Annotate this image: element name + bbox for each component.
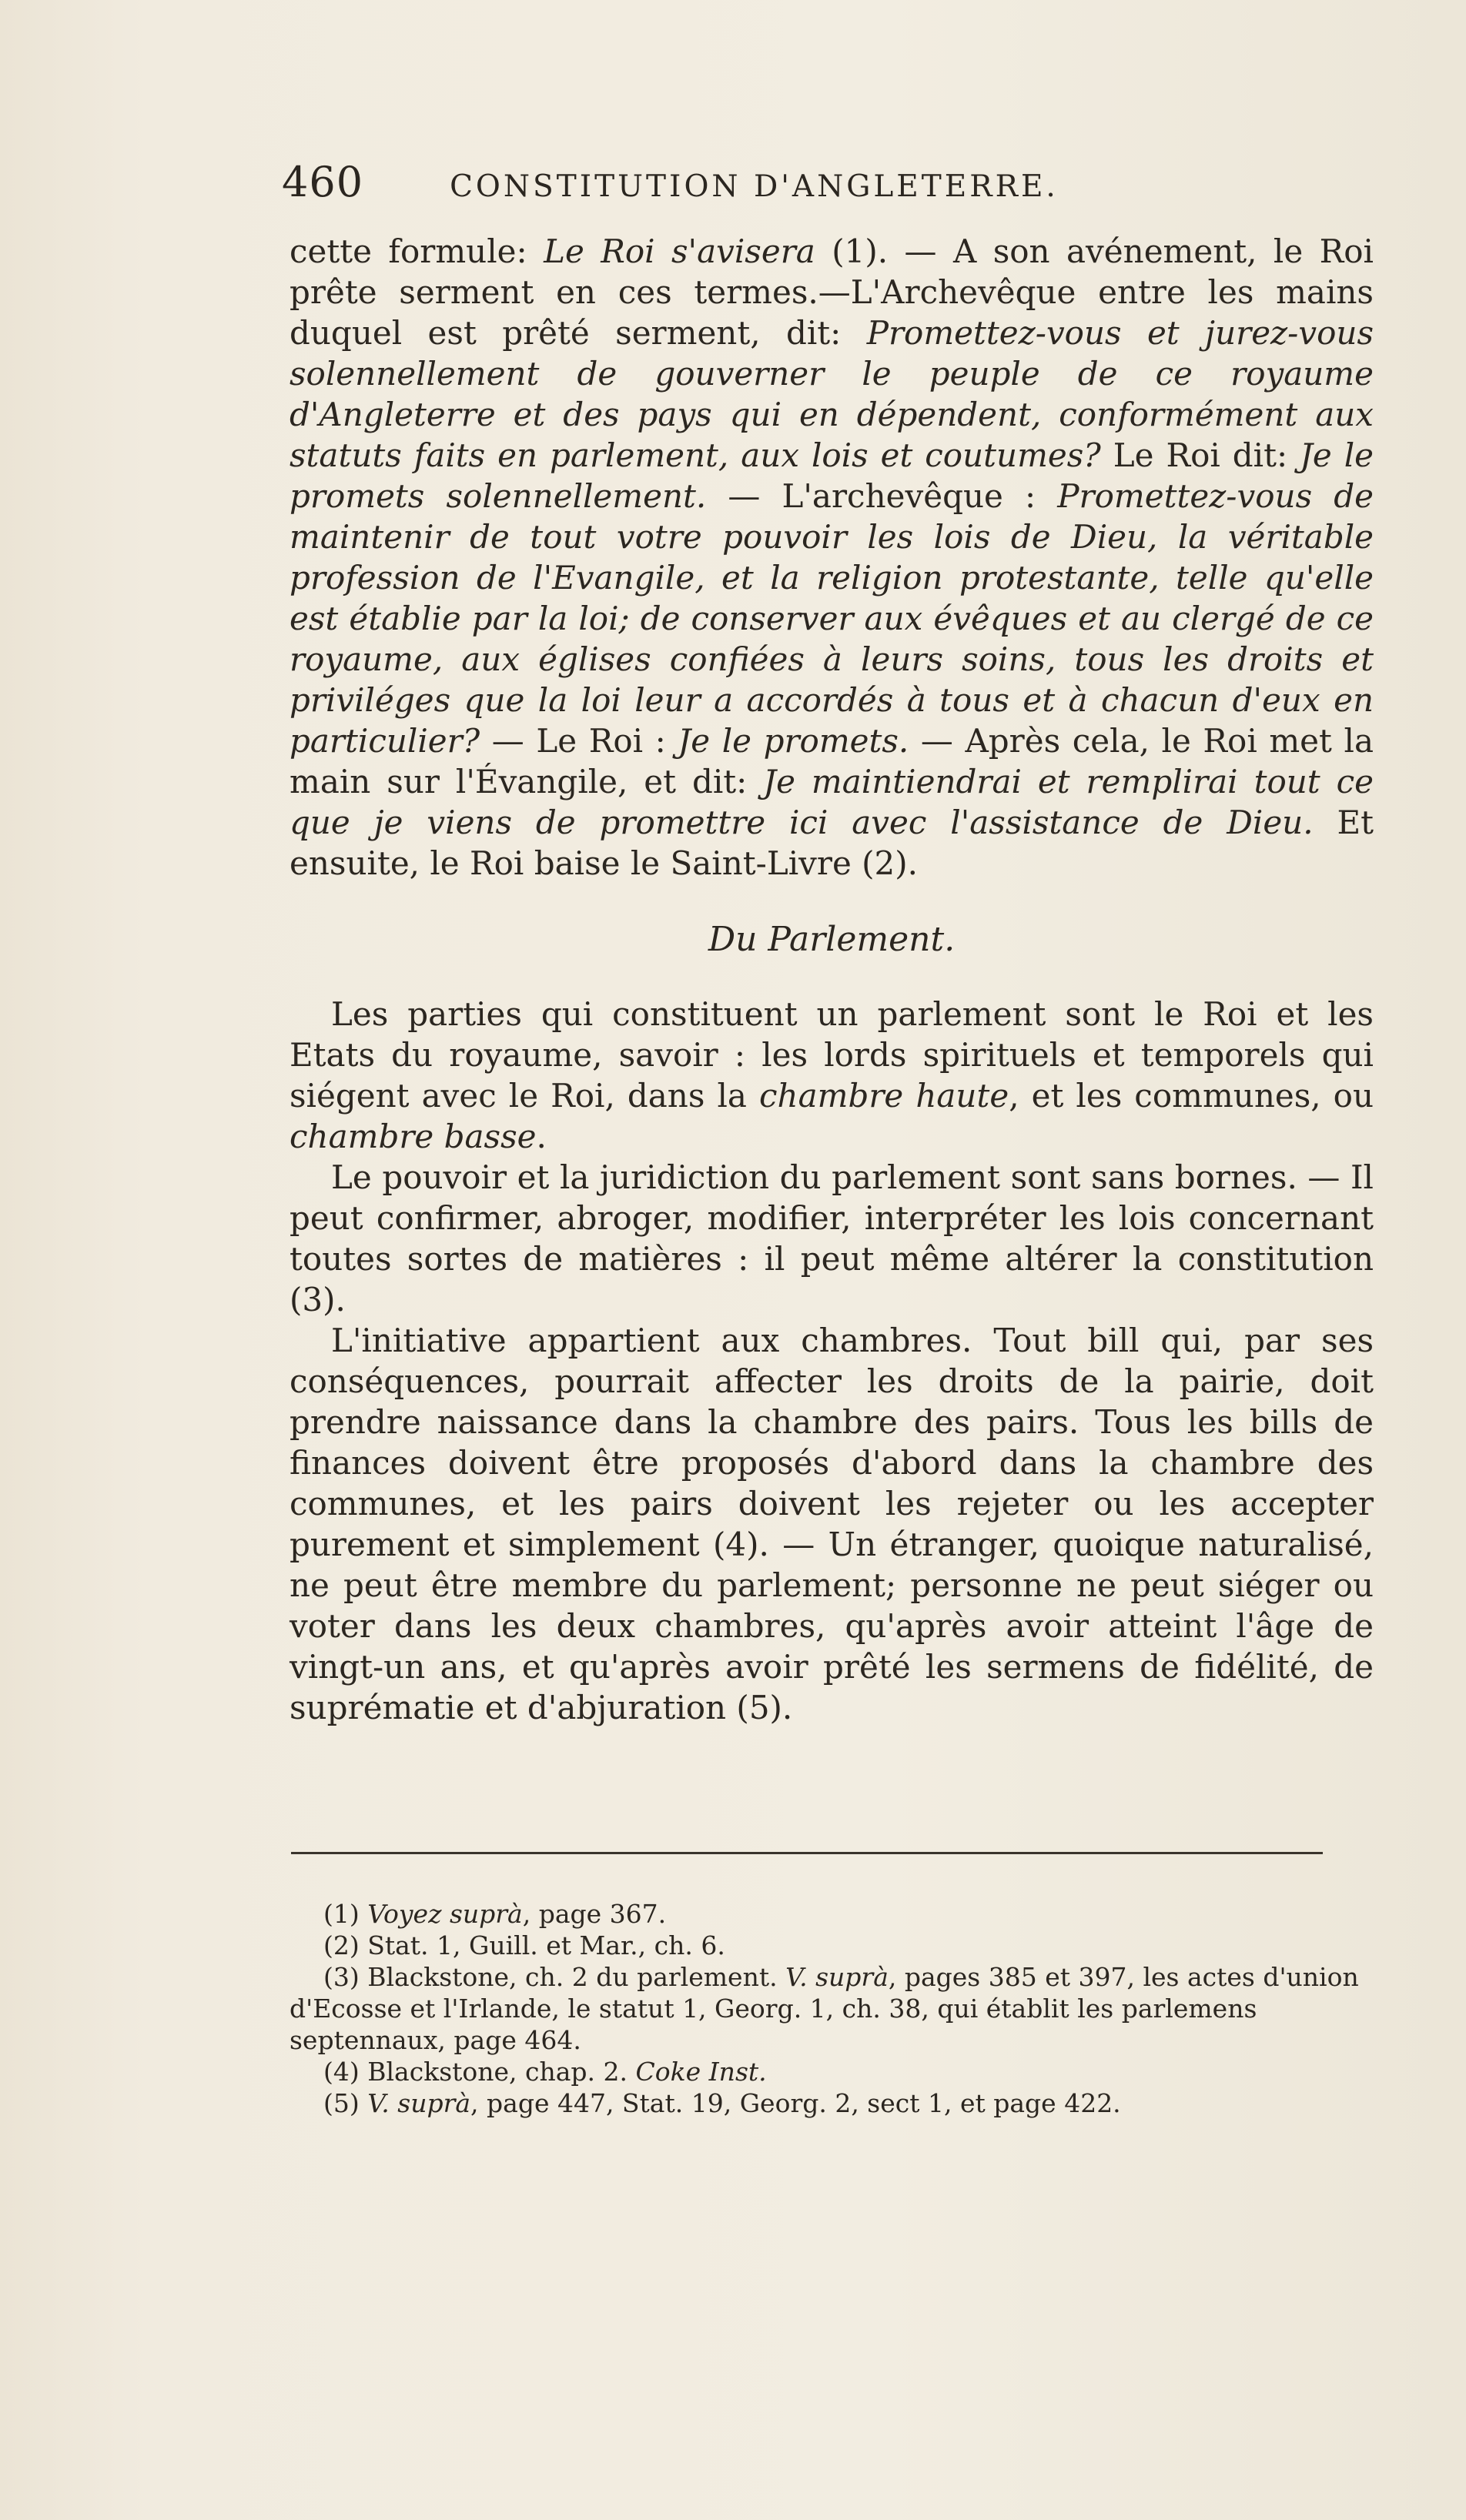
text-segment: (1). — A son avénement, le Roi prête serment en ces termes.—L'Archevêque entre les mains duquel est prêté serment, dit: xyxy=(290,232,1374,352)
italic-segment: Je maintiendrai et remplirai tout ce que je viens de promettre ici avec l'assistance de Dieu. xyxy=(290,763,1374,841)
footnote xyxy=(290,1930,1371,1961)
text-segment: — L'archevêque : xyxy=(706,477,1058,515)
text-segment: , et les communes, ou xyxy=(1009,1077,1374,1115)
text-segment: , page 367. xyxy=(522,1899,667,1929)
text-segment: (2) Stat. 1, Guill. et Mar., ch. 6. xyxy=(323,1930,725,1960)
page-number: 460 xyxy=(282,158,364,206)
text-segment: , pages 385 et 397, les actes d'union d'Ecosse et l'Irlande, le statut 1, Georg. 1, ch. 38, qui établit les parlemens septennaux, page 464. xyxy=(290,1962,1359,2055)
text-segment: (3) Blackstone, ch. 2 du parlement. xyxy=(323,1962,786,1992)
text-segment: . xyxy=(536,1118,547,1155)
text-segment: Le Roi dit: xyxy=(1100,436,1300,474)
text-segment: (4) Blackstone, chap. 2. xyxy=(323,2057,636,2087)
italic-segment: chambre basse xyxy=(290,1118,537,1155)
text-segment: , page 447, Stat. 19, Georg. 2, sect 1, et page 422. xyxy=(470,2088,1121,2118)
footnote xyxy=(290,2056,1371,2087)
footnote-divider xyxy=(291,1852,1323,1854)
italic-segment: V. suprà xyxy=(367,2088,471,2118)
italic-segment: Promettez-vous de maintenir de tout votre pouvoir les lois de Dieu, la véritable profession de l'Evangile, et la religion protestante, telle qu'elle est établie par la loi; de conserver aux évêques et au clergé de ce royaume, aux églises confiées à leurs soins, tous les droits et priviléges que la loi leur a accordés à tous et à chacun d'eux en particulier? xyxy=(290,477,1374,760)
text-segment: — Le Roi : xyxy=(480,722,678,760)
italic-segment: chambre haute xyxy=(759,1077,1009,1115)
paragraph xyxy=(290,1157,1374,1320)
text-segment: — Après cela, le Roi met la main sur l'Évangile, et dit: xyxy=(290,722,1374,800)
footnotes xyxy=(290,1898,1371,2119)
footnote xyxy=(290,2087,1371,2119)
footnote xyxy=(290,1961,1371,2056)
italic-segment: V. suprà xyxy=(785,1962,889,1992)
italic-segment: Le Roi s'avisera xyxy=(544,232,815,270)
footnote xyxy=(290,1898,1371,1930)
running-title: CONSTITUTION D'ANGLETERRE. xyxy=(450,169,1059,204)
page-header xyxy=(282,158,1375,212)
text-segment: (5) xyxy=(323,2088,368,2118)
section-heading: Du Parlement. xyxy=(708,920,956,959)
italic-segment: Promettez-vous et jurez-vous solennellement de gouverner le peuple de ce royaume d'Angleterre et des pays qui en dépendent, conformément aux statuts faits en parlement, aux lois et coutumes? xyxy=(290,314,1374,474)
main-text xyxy=(290,231,1374,1728)
text-segment: Les parties qui constituent un parlement sont le Roi et les Etats du royaume, savoir : les lords spirituels et temporels qui siégent avec le Roi, dans la xyxy=(290,995,1374,1115)
paragraph xyxy=(290,1320,1374,1728)
italic-segment: Coke Inst. xyxy=(635,2057,767,2087)
paragraph xyxy=(290,994,1374,1157)
paragraph xyxy=(290,231,1374,884)
text-segment: Le pouvoir et la juridiction du parlement sont sans bornes. — Il peut confirmer, abroger, modifier, interpréter les lois concernant toutes sortes de matières : il peut même altérer la constitution (3). xyxy=(290,1158,1374,1318)
text-segment: cette formule: xyxy=(290,232,544,270)
italic-segment: Je le promets. xyxy=(678,722,909,760)
italic-segment: Voyez suprà xyxy=(367,1899,523,1929)
text-segment: L'initiative appartient aux chambres. Tout bill qui, par ses conséquences, pourrait affecter les droits de la pairie, doit prendre naissance dans la chambre des pairs. Tous les bills de finances doivent être proposés d'abord dans la chambre des communes, et les pairs doivent les rejeter ou les accepter purement et simplement (4). — Un étranger, quoique naturalisé, ne peut être membre du parlement; personne ne peut siéger ou voter dans les deux chambres, qu'après avoir atteint l'âge de vingt-un ans, et qu'après avoir prêté les sermens de fidélité, de suprématie et d'abjuration (5). xyxy=(290,1322,1374,1726)
text-segment: (1) xyxy=(323,1899,368,1929)
text-segment: Et ensuite, le Roi baise le Saint-Livre (2). xyxy=(290,804,1374,882)
italic-segment: Je le promets solennellement. xyxy=(290,436,1374,515)
